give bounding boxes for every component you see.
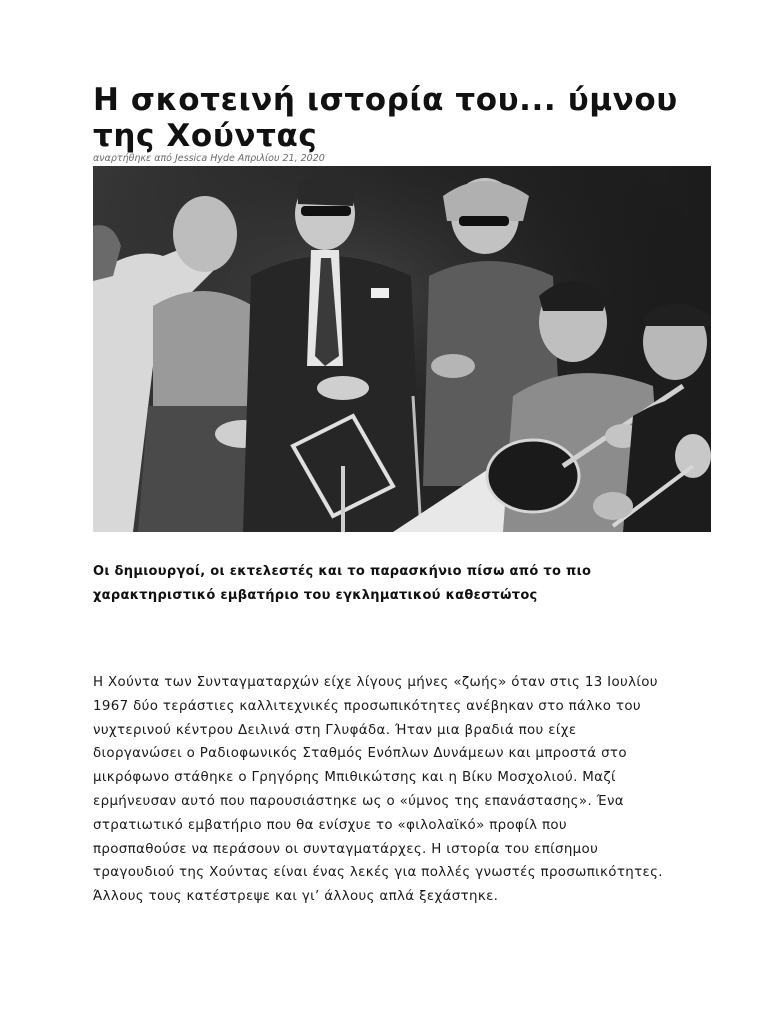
body-line: ερμήνευσαν αυτό που παρουσιάστηκε ως ο «ύμνος της επανάστασης». Ένα: [93, 793, 624, 809]
body-line: μικρόφωνο στάθηκε ο Γρηγόρης Μπιθικώτσης και η Βίκυ Μοσχολιού. Μαζί: [93, 770, 616, 786]
meta-date: Απριλίου 21, 2020: [237, 153, 325, 164]
article-title: Η σκοτεινή ιστορία του... ύμνου της Χούντας: [93, 82, 678, 154]
body-line: Η Χούντα των Συνταγματαρχών είχε λίγους μήνες «ζωής» όταν στις 13 Ιουλίου: [93, 675, 658, 690]
body-line: τραγουδιού της Χούντας είναι ένας λεκές για πολλές γνωστές προσωπικότητες.: [93, 865, 663, 881]
body-line: στρατιωτικό εμβατήριο που θα ενίσχυε το «φιλολαϊκό» προφίλ που: [93, 817, 568, 833]
article-meta: [93, 153, 328, 164]
article-photo: [93, 166, 711, 532]
body-line: προσπαθούσε να περάσουν οι συνταγματάρχες. Η ιστορία του επίσημου: [93, 841, 599, 857]
body-line: νυχτερινού κέντρου Δειλινά στη Γλυφάδα. Ήταν μια βραδιά που είχε: [93, 722, 577, 738]
meta-author: Jessica Hyde: [174, 153, 235, 164]
photo-caption: Οι δημιουργοί, οι εκτελεστές και το παρασκήνιο πίσω από το πιο χαρακτηριστικό εμβατήριο του εγκληματικού καθεστώτος: [93, 564, 592, 603]
body-line: διοργανώσει ο Ραδιοφωνικός Σταθμός Ενόπλων Δυνάμεων και μπροστά στο: [93, 746, 627, 762]
meta-prefix: αναρτήθηκε από: [93, 153, 172, 164]
body-line: Άλλους τους κατέστρεψε και γι’ άλλους απλά ξεχάστηκε.: [93, 889, 499, 905]
article-body: [93, 671, 693, 909]
body-line: 1967 δύο τεράστιες καλλιτεχνικές προσωπικότητες ανέβηκαν στο πάλκο του: [93, 698, 641, 714]
